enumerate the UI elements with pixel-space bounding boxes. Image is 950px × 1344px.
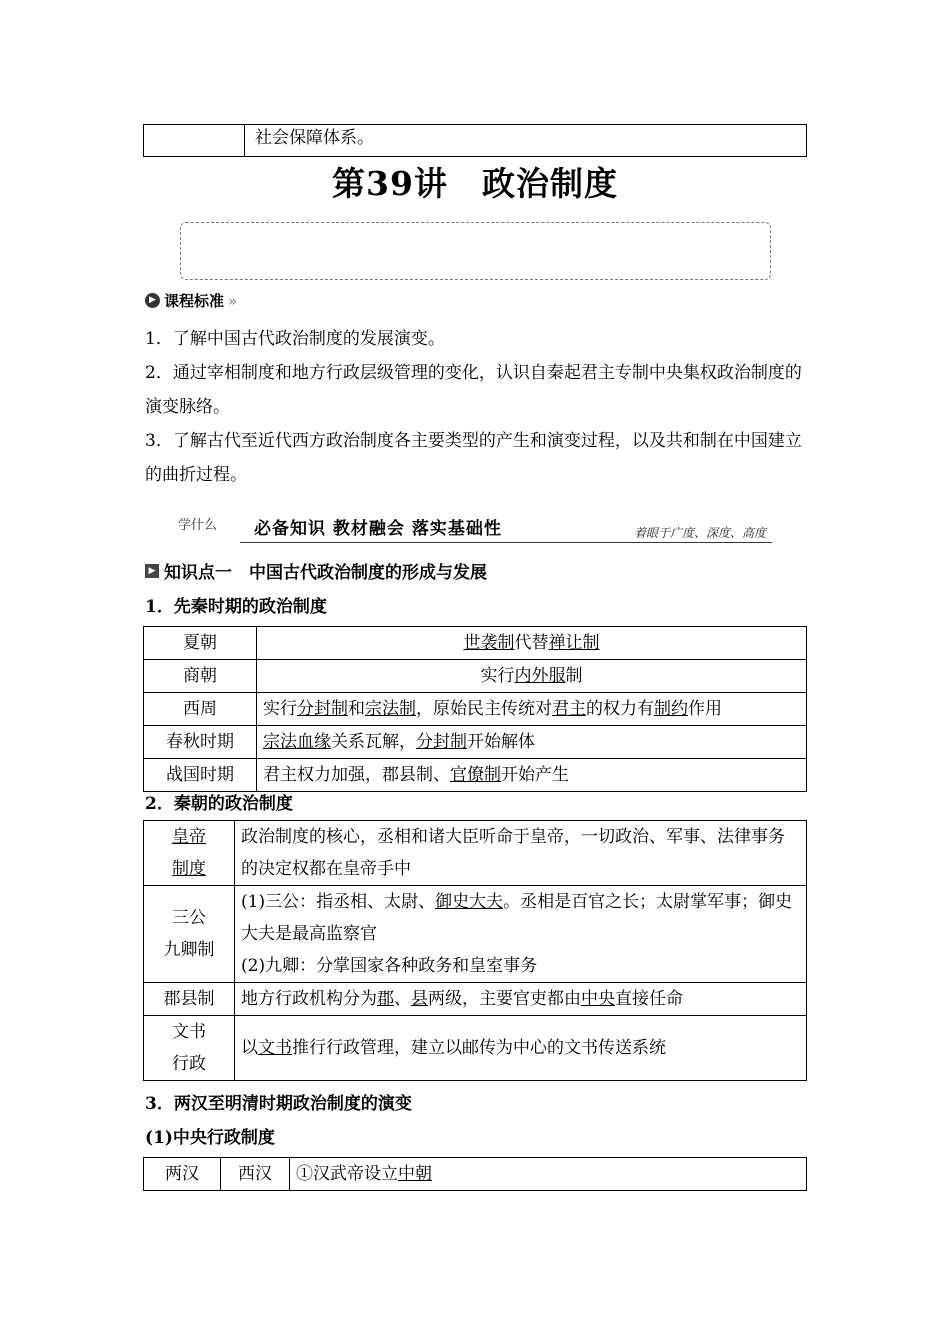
row-content-line <box>241 950 800 982</box>
row-label-line: 文书 <box>172 1022 206 1042</box>
text-segment: 君主权力加强，郡县制、 <box>263 765 450 785</box>
double-chevron-icon: » <box>228 291 238 310</box>
text-segment: 两级，主要官吏都由 <box>428 989 581 1009</box>
underlined-term: 禅让制 <box>548 633 600 653</box>
han-table-content <box>290 1158 807 1191</box>
top-table <box>143 124 807 157</box>
standards-item-1: 1．了解中国古代政治制度的发展演变。 <box>145 329 445 349</box>
text-segment: 。丞相是百官之长；太尉掌军事；御史大夫是最高监察官 <box>241 892 793 944</box>
text-segment: 作用 <box>688 699 722 719</box>
knowledge-point-title: 知识点一 中国古代政治制度的形成与发展 <box>164 563 487 583</box>
text-segment: 开始产生 <box>501 765 569 785</box>
row-content <box>257 726 807 759</box>
qin-table <box>143 820 807 1081</box>
row-label: 夏朝 <box>144 627 257 660</box>
banner-logo <box>178 514 234 544</box>
row-label-line: 制度 <box>172 859 206 879</box>
table-row <box>144 726 807 759</box>
han-table-period: 两汉 <box>144 1158 221 1191</box>
text-segment: 关系瓦解， <box>331 732 416 752</box>
row-label: 战国时期 <box>144 759 257 792</box>
text-segment: 实行 <box>480 666 515 686</box>
lecture-title: 第39讲 政治制度 <box>332 164 618 203</box>
row-label: 春秋时期 <box>144 726 257 759</box>
top-table-text-cell: 社会保障体系。 <box>245 125 807 157</box>
text-segment: ①汉武帝设立 <box>296 1164 398 1184</box>
table-row <box>144 660 807 693</box>
text-segment: 开始解体 <box>467 732 535 752</box>
row-content-line <box>241 886 800 950</box>
underlined-term: 中朝 <box>398 1164 432 1184</box>
table-row <box>144 759 807 792</box>
row-label-line: 皇帝 <box>172 827 206 847</box>
row-content <box>257 693 807 726</box>
table-row <box>144 983 807 1016</box>
underlined-term: 县 <box>411 989 428 1009</box>
underlined-term: 官僚制 <box>450 765 501 785</box>
table-row <box>144 821 807 886</box>
section-banner <box>178 510 772 545</box>
underlined-term: 分封制 <box>297 699 348 719</box>
text-segment: (1)三公：指丞相、太尉、 <box>241 892 436 912</box>
standards-heading-text: 课程标准 <box>164 292 225 310</box>
dashed-placeholder-box <box>180 222 771 280</box>
underlined-term: 御史大夫 <box>435 892 504 912</box>
row-label: 商朝 <box>144 660 257 693</box>
text-segment: 、 <box>394 989 411 1009</box>
text-segment: 推行行政管理，建立以邮传为中心的文书传送系统 <box>292 1038 666 1058</box>
text-segment: 地方行政机构分为 <box>241 989 377 1009</box>
row-label-line: 郡县制 <box>163 989 215 1009</box>
knowledge-point-heading <box>145 558 487 583</box>
section1-heading: 1．先秦时期的政治制度 <box>145 597 327 617</box>
row-label: 西周 <box>144 693 257 726</box>
text-segment: (2)九卿：分掌国家各种政务和皇室事务 <box>241 956 538 976</box>
text-segment: 制 <box>565 666 583 686</box>
han-table-dynasty: 西汉 <box>221 1158 290 1191</box>
table-row <box>144 693 807 726</box>
table-row <box>144 886 807 983</box>
text-segment: 的权力有 <box>586 699 654 719</box>
underlined-term: 文书 <box>258 1038 292 1058</box>
row-label <box>144 821 235 886</box>
banner-logo-text: 学什么 <box>178 518 218 533</box>
play-circle-icon: ▶ <box>145 293 160 308</box>
han-table <box>143 1157 807 1191</box>
row-label-line: 三公 <box>172 908 206 928</box>
pre-qin-table <box>143 626 807 792</box>
row-content-line <box>241 983 800 1015</box>
table-row <box>144 627 807 660</box>
underlined-term: 世袭制 <box>463 633 515 653</box>
row-content <box>235 983 807 1016</box>
standards-item-3: 3．了解古代至近代西方政治制度各主要类型的产生和演变过程，以及共和制在中国建立的曲折过程。 <box>145 431 802 485</box>
section2-heading: 2．秦朝的政治制度 <box>145 794 293 814</box>
underlined-term: 宗法血缘 <box>263 732 331 752</box>
row-content <box>257 660 807 693</box>
play-triangle-icon: ▶ <box>145 564 159 578</box>
row-label-line: 行政 <box>172 1054 206 1074</box>
banner-rule <box>240 542 772 543</box>
standards-item-2: 2．通过宰相制度和地方行政层级管理的变化，认识自秦起君主专制中央集权政治制度的演变脉络。 <box>145 363 802 417</box>
underlined-term: 中央 <box>581 989 615 1009</box>
row-content-line <box>241 821 800 885</box>
table-row <box>144 1016 807 1081</box>
top-table-empty-cell <box>144 125 245 157</box>
standards-heading <box>145 290 237 311</box>
text-segment: 以 <box>241 1038 258 1058</box>
underlined-term: 内外服 <box>514 666 566 686</box>
underlined-term: 郡 <box>377 989 394 1009</box>
section3-subheading: (1)中央行政制度 <box>145 1128 275 1148</box>
row-content <box>257 759 807 792</box>
row-content <box>257 627 807 660</box>
underlined-term: 宗法制 <box>365 699 416 719</box>
row-label <box>144 1016 235 1081</box>
text-segment: 直接任命 <box>615 989 683 1009</box>
text-segment: 实行 <box>263 699 297 719</box>
row-label <box>144 983 235 1016</box>
text-segment: ，原始民主传统对 <box>416 699 552 719</box>
underlined-term: 君主 <box>552 699 586 719</box>
row-label-line: 九卿制 <box>163 940 215 960</box>
banner-sub-text: 着眼于广度、深度、高度 <box>633 526 766 540</box>
row-content <box>235 821 807 886</box>
row-content-line <box>241 1032 800 1064</box>
underlined-term: 分封制 <box>416 732 467 752</box>
text-segment: 和 <box>348 699 365 719</box>
text-segment: 政治制度的核心，丞相和诸大臣听命于皇帝，一切政治、军事、法律事务的决定权都在皇帝手中 <box>241 827 785 879</box>
banner-main-text: 必备知识 教材融会 落实基础性 <box>254 519 502 539</box>
row-content <box>235 1016 807 1081</box>
section3-heading: 3．两汉至明清时期政治制度的演变 <box>145 1094 412 1114</box>
row-label <box>144 886 235 983</box>
underlined-term: 制约 <box>654 699 688 719</box>
text-segment: 代替 <box>514 633 549 653</box>
row-content <box>235 886 807 983</box>
